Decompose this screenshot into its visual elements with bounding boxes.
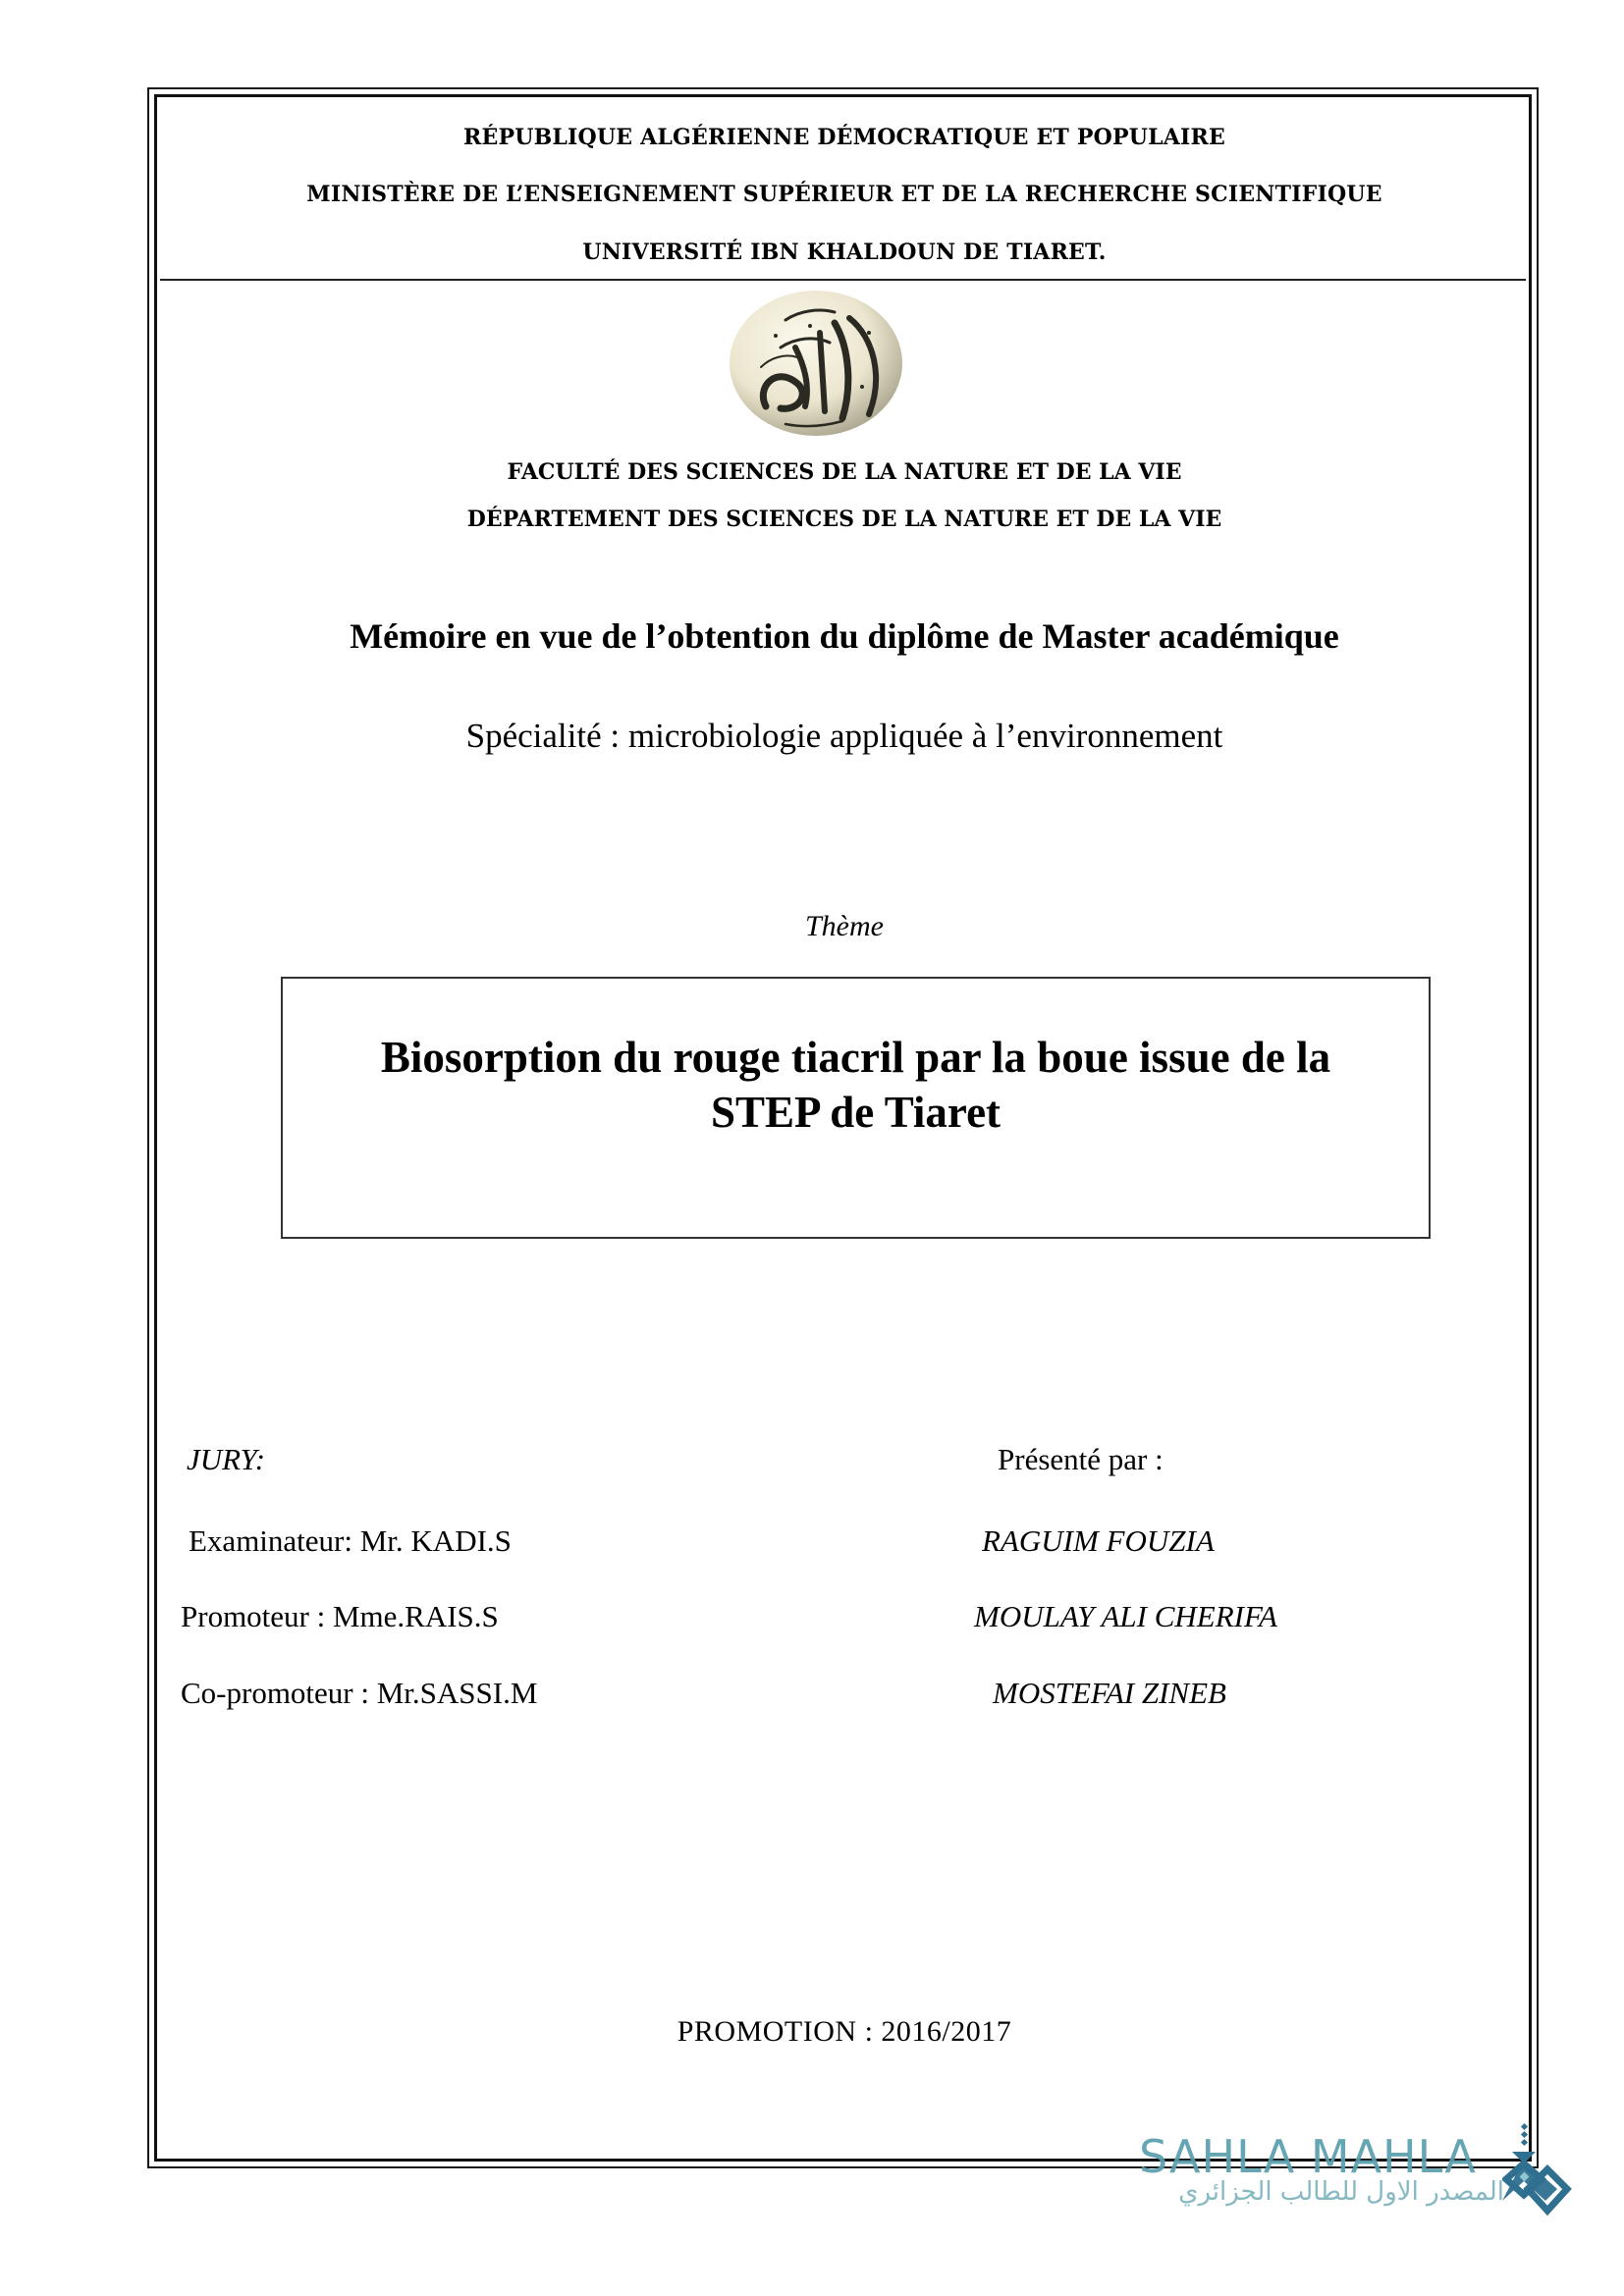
theme-box — [281, 977, 1431, 1239]
promotion-year: PROMOTION : 2016/2017 — [677, 2015, 1012, 2048]
watermark-brand: SAHLA MAHLA — [1139, 2130, 1477, 2183]
jury-label: JURY: — [187, 1442, 266, 1476]
header-republic: RÉPUBLIQUE ALGÉRIENNE DÉMOCRATIQUE ET POPULAIRE — [463, 125, 1225, 150]
jury-member-examinateur: Examinateur: Mr. KADI.S — [189, 1523, 512, 1558]
thesis-title — [283, 1030, 1429, 1140]
header-university: UNIVERSITÉ IBN KHALDOUN DE TIARET. — [582, 240, 1107, 265]
specialty: Spécialité : microbiologie appliquée à l’environnement — [465, 717, 1223, 755]
jury-member-co-promoteur: Co-promoteur : Mr.SASSI.M — [181, 1676, 538, 1710]
university-calligraphy-seal-icon — [727, 289, 905, 438]
faculty-name: FACULTÉ DES SCIENCES DE LA NATURE ET DE LA VIE — [507, 459, 1182, 485]
thesis-title-line-2: STEP de Tiaret — [710, 1088, 1001, 1137]
memoire-statement: Mémoire en vue de l’obtention du diplôme de Master académique — [350, 616, 1339, 656]
university-logo — [727, 289, 905, 438]
theme-label: Thème — [805, 910, 884, 942]
header-ministry: MINISTÈRE DE L’ENSEIGNEMENT SUPÉRIEUR ET DE LA RECHERCHE SCIENTIFIQUE — [306, 182, 1382, 207]
student-name: RAGUIM FOUZIA — [982, 1523, 1215, 1558]
student-name: MOULAY ALI CHERIFA — [974, 1599, 1277, 1633]
presented-by-label: Présenté par : — [998, 1442, 1164, 1476]
header-divider — [160, 279, 1526, 281]
sahla-mahla-emblem-icon — [1502, 2120, 1573, 2218]
student-name: MOSTEFAI ZINEB — [993, 1676, 1226, 1710]
watermark-tagline: المصدر الاول للطالب الجزائري — [1178, 2177, 1504, 2207]
department-name: DÉPARTEMENT DES SCIENCES DE LA NATURE ET DE LA VIE — [466, 507, 1222, 532]
thesis-title-line-1: Biosorption du rouge tiacril par la boue issue de la — [380, 1033, 1331, 1082]
watermark-logo — [1502, 2120, 1573, 2218]
jury-member-promoteur: Promoteur : Mme.RAIS.S — [181, 1599, 499, 1633]
